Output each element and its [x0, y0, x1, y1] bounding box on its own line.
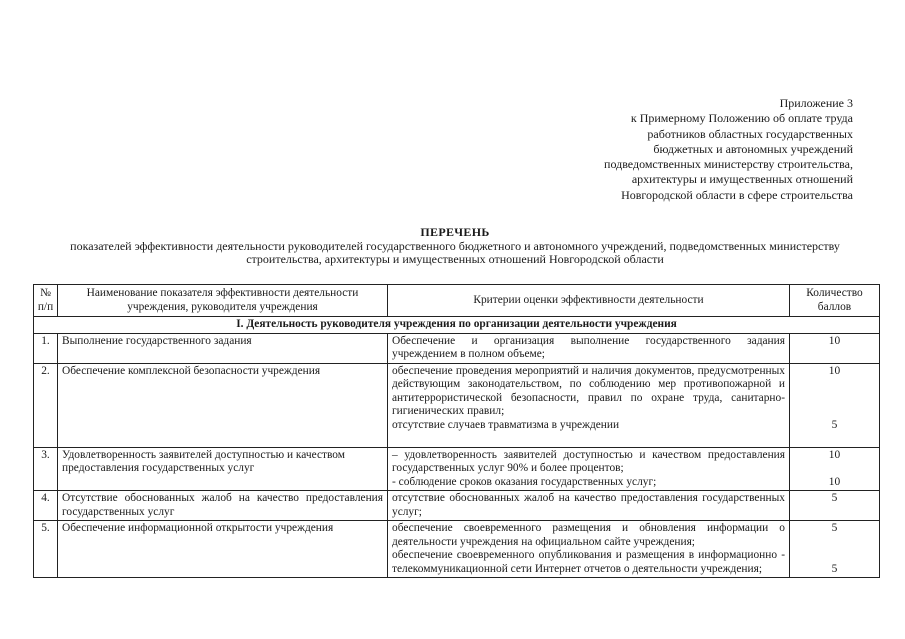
- appendix-line: бюджетных и автономных учреждений: [653, 141, 853, 156]
- appendix-line: к Примерному Положению об оплате труда: [630, 111, 853, 126]
- row-number: 4.: [34, 491, 58, 521]
- criteria-item: отсутствие обоснованных жалоб на качество предоставления государственных услуг;: [392, 492, 785, 518]
- row-points: [790, 333, 880, 363]
- row-criteria: [388, 491, 790, 521]
- row-points: [790, 521, 880, 578]
- criteria-item: Обеспечение и организация выполнение государственного задания учреждением в полном объеме;: [392, 334, 785, 360]
- document-subtitle-line2: строительства, архитектуры и имущественных отношений Новгородской области: [246, 252, 664, 266]
- points-value: 10: [828, 475, 841, 488]
- section-title: I. Деятельность руководителя учреждения по организации деятельности учреждения: [34, 317, 880, 334]
- row-indicator-name: Обеспечение комплексной безопасности учреждения: [58, 363, 388, 447]
- points-value: 10: [828, 334, 841, 347]
- criteria-item: – удовлетворенность заявителей доступностью и качеством предоставления государственных услуг 90% и более процентов;: [392, 448, 785, 474]
- appendix-header: [604, 96, 853, 203]
- criteria-item: обеспечение своевременного опубликования и размещения в информационно - телекоммуникационной сети Интернет отчетов о деятельности учреждения;: [392, 549, 785, 575]
- row-points: [790, 447, 880, 491]
- appendix-line: Новгородской области в сфере строительства: [621, 187, 853, 202]
- table-row: [34, 491, 880, 521]
- row-indicator-name: Выполнение государственного задания: [58, 333, 388, 363]
- section-row: [34, 317, 880, 334]
- criteria-item: - соблюдение сроков оказания государственных услуг;: [392, 475, 657, 488]
- row-indicator-name: Удовлетворенность заявителей доступностью и качеством предоставления государственных услуг: [58, 447, 388, 491]
- table-row: [34, 363, 880, 447]
- row-number: 2.: [34, 363, 58, 447]
- points-value: 5: [831, 522, 838, 534]
- appendix-line: работников областных государственных: [647, 126, 853, 141]
- criteria-item: отсутствие случаев травматизма в учреждении: [392, 418, 620, 431]
- row-number: 3.: [34, 447, 58, 491]
- row-criteria: [388, 333, 790, 363]
- criteria-item: обеспечение проведения мероприятий и наличия документов, предусмотренных действующим законодательством, по соблюдению мер противопожарной и антитеррористической безопасности, правил по охране труда, санитарно-гигиенических правил;: [392, 364, 785, 417]
- row-points: [790, 363, 880, 447]
- row-points: [790, 491, 880, 521]
- table-header-row: [34, 285, 880, 317]
- header-points: Количество баллов: [790, 285, 880, 317]
- points-value: 10: [828, 364, 841, 377]
- row-number: 1.: [34, 333, 58, 363]
- row-number: 5.: [34, 521, 58, 578]
- row-indicator-name: Обеспечение информационной открытости учреждения: [58, 521, 388, 578]
- points-value: 5: [831, 562, 838, 575]
- row-criteria: [388, 447, 790, 491]
- row-indicator-name: Отсутствие обоснованных жалоб на качество предоставления государственных услуг: [58, 491, 388, 521]
- header-name: Наименование показателя эффективности деятельности учреждения, руководителя учреждения: [58, 285, 388, 317]
- appendix-line: подведомственных министерству строительства,: [604, 157, 853, 172]
- row-criteria: [388, 521, 790, 578]
- row-criteria: [388, 363, 790, 447]
- table-row: [34, 333, 880, 363]
- table-row: [34, 447, 880, 491]
- points-value: 5: [831, 418, 838, 431]
- criteria-item: обеспечение своевременного размещения и обновления информации о деятельности учреждения на официальном сайте учреждения;: [392, 522, 785, 548]
- document-title: ПЕРЕЧЕНЬ: [420, 225, 490, 239]
- header-criteria: Критерии оценки эффективности деятельности: [388, 285, 790, 317]
- header-no: № п/п: [34, 285, 58, 317]
- appendix-line: Приложение 3: [779, 96, 853, 110]
- points-value: 5: [831, 492, 838, 504]
- document-title-block: [20, 226, 890, 267]
- table-row: [34, 521, 880, 578]
- indicators-table: [33, 284, 880, 578]
- points-value: 10: [828, 448, 841, 461]
- document-subtitle-line1: показателей эффективности деятельности руководителей государственного бюджетного и автономного учреждений, подведомственных министерству: [70, 238, 840, 253]
- appendix-line: архитектуры и имущественных отношений: [631, 172, 853, 187]
